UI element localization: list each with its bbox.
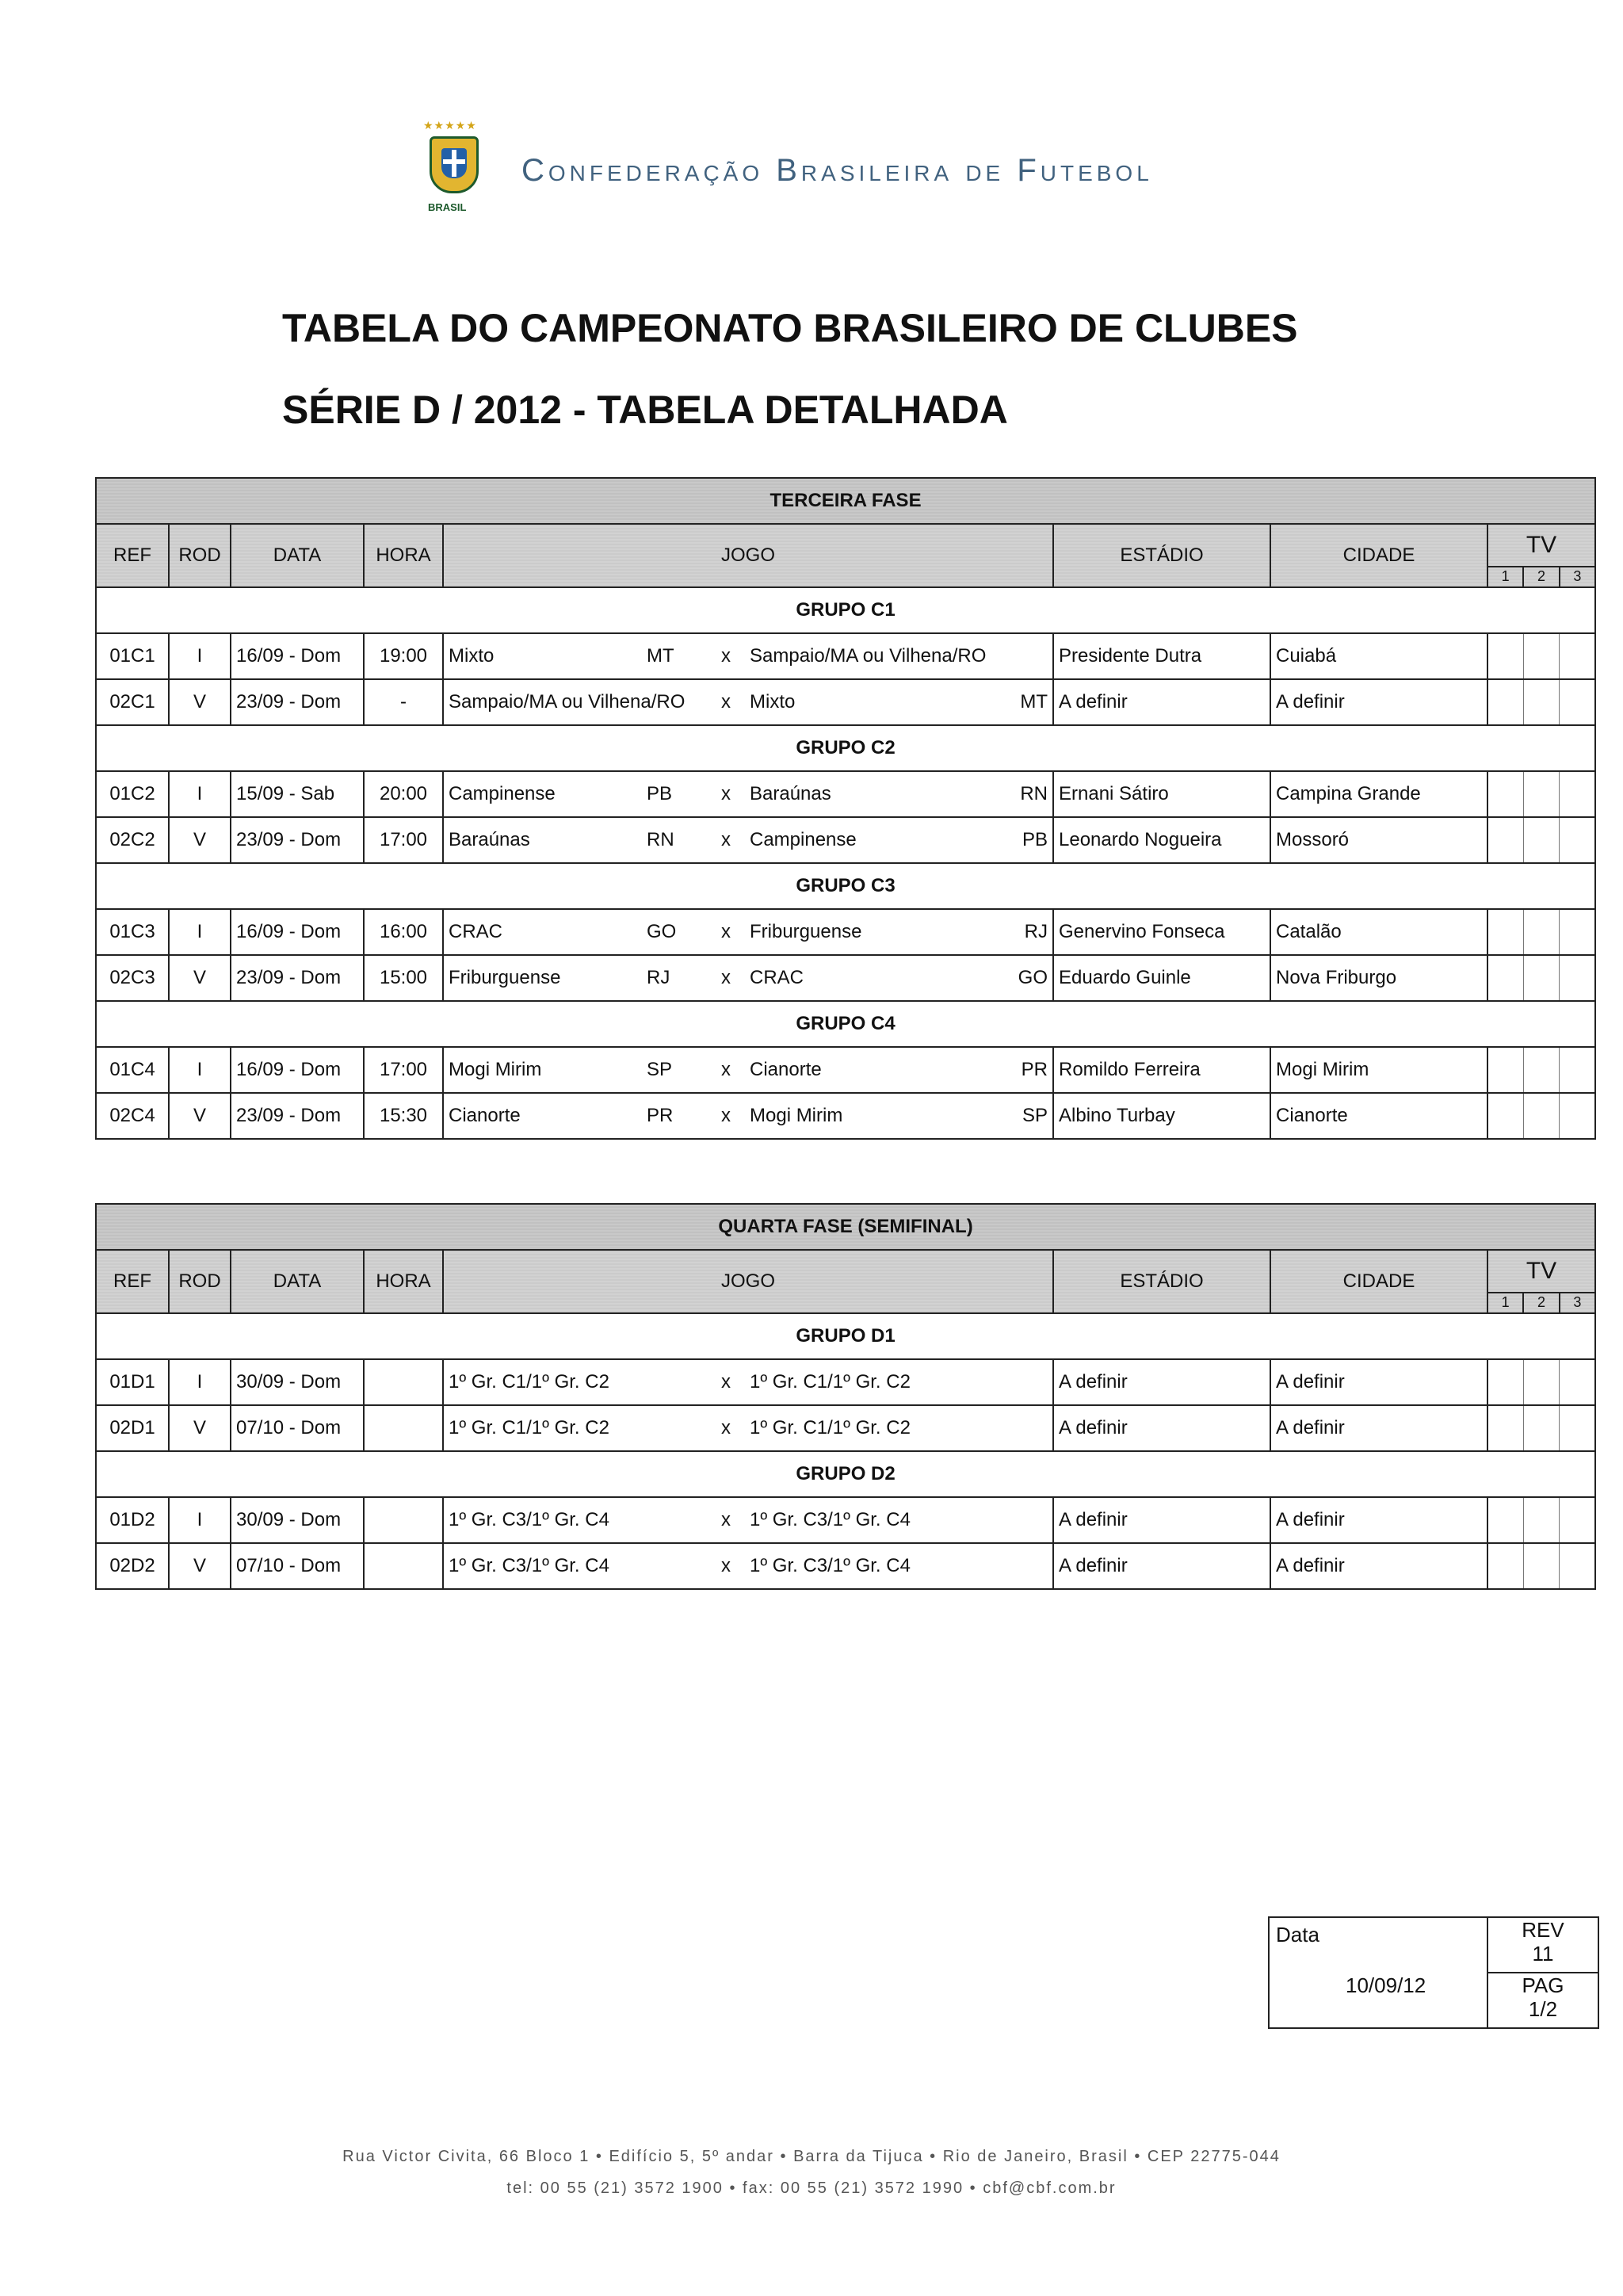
- versus-mark: x: [721, 1555, 731, 1576]
- match-ref: 01C4: [96, 1047, 169, 1093]
- match-date: 07/10 - Dom: [231, 1543, 364, 1589]
- match-round: I: [169, 1497, 231, 1543]
- group-name: GRUPO D2: [96, 1451, 1595, 1497]
- col-jogo-header: JOGO: [443, 1250, 1053, 1313]
- tv-box: [1560, 772, 1594, 816]
- match-stadium: Presidente Dutra: [1053, 633, 1270, 679]
- org-name: Confederação Brasileira de Futebol: [521, 152, 1153, 188]
- home-team: Baraúnas: [449, 829, 530, 850]
- tv-box: [1488, 910, 1524, 954]
- doc-subtitle: SÉRIE D / 2012 - TABELA DETALHADA: [282, 388, 1008, 432]
- pag-value: 1/2: [1528, 1997, 1558, 2021]
- tv-box: [1524, 956, 1560, 1000]
- col-ref-header: REF: [96, 1250, 169, 1313]
- rev-value: 11: [1532, 1942, 1554, 1966]
- col-cidade-header: CIDADE: [1270, 524, 1487, 587]
- home-team: Mogi Mirim: [449, 1059, 542, 1080]
- home-state: RN: [647, 829, 674, 850]
- match-stadium: Leonardo Nogueira: [1053, 817, 1270, 863]
- col-tv-header: [1487, 1250, 1595, 1313]
- cbf-crest-logo: [412, 119, 491, 222]
- footer-address: Rua Victor Civita, 66 Bloco 1 • Edifício 5, 5º andar • Barra da Tijuca • Rio de Janeiro, Brasil • CEP 22775-044: [342, 2148, 1281, 2165]
- home-state: PB: [647, 783, 673, 804]
- tv-box: [1560, 1094, 1594, 1138]
- match-row: [96, 909, 1595, 955]
- tv-box: [1524, 910, 1560, 954]
- tv-box: [1560, 1048, 1594, 1092]
- match-round: I: [169, 633, 231, 679]
- match-tv-boxes: [1487, 771, 1595, 817]
- home-state: RJ: [647, 967, 670, 988]
- match-city: A definir: [1270, 1497, 1487, 1543]
- match-date: 23/09 - Dom: [231, 955, 364, 1001]
- match-ref: 01C1: [96, 633, 169, 679]
- match-time: [364, 1543, 443, 1589]
- col-estadio-header: ESTÁDIO: [1053, 1250, 1270, 1313]
- tv-box: [1524, 1498, 1560, 1542]
- match-city: Catalão: [1270, 909, 1487, 955]
- match-stadium: Eduardo Guinle: [1053, 955, 1270, 1001]
- match-date: 30/09 - Dom: [231, 1497, 364, 1543]
- tv-box: [1488, 1498, 1524, 1542]
- col-cidade-header: CIDADE: [1270, 1250, 1487, 1313]
- match-stadium: A definir: [1053, 679, 1270, 725]
- away-state: RN: [1020, 783, 1048, 804]
- tv-box: [1524, 818, 1560, 862]
- away-state: SP: [1022, 1105, 1048, 1126]
- tv-box: [1488, 818, 1524, 862]
- col-data-header: DATA: [231, 1250, 364, 1313]
- col-rod-header: ROD: [169, 1250, 231, 1313]
- tv-box: [1524, 680, 1560, 724]
- tv-box: [1524, 772, 1560, 816]
- group-row: [96, 863, 1595, 909]
- col-tv-header: [1487, 524, 1595, 587]
- match-ref: 02D2: [96, 1543, 169, 1589]
- date-value: 10/09/12: [1346, 1973, 1426, 1997]
- match-game: [443, 1047, 1053, 1093]
- match-city: A definir: [1270, 679, 1487, 725]
- match-round: V: [169, 679, 231, 725]
- group-name: GRUPO D1: [96, 1313, 1595, 1359]
- tv-label: TV: [1526, 532, 1557, 558]
- versus-mark: x: [721, 1417, 731, 1438]
- away-state: GO: [1018, 967, 1048, 988]
- match-time: -: [364, 679, 443, 725]
- tv-box: [1560, 910, 1594, 954]
- match-date: 16/09 - Dom: [231, 1047, 364, 1093]
- tv-box: [1488, 1406, 1524, 1450]
- phase-title: TERCEIRA FASE: [96, 478, 1595, 524]
- col-data-header: DATA: [231, 524, 364, 587]
- match-game: [443, 1405, 1053, 1451]
- tv-box: [1488, 956, 1524, 1000]
- crest-shield-icon: [430, 136, 479, 193]
- tv-channel-number: 1: [1488, 1293, 1524, 1312]
- away-team: Sampaio/MA ou Vilhena/RO: [750, 645, 987, 667]
- match-time: 19:00: [364, 633, 443, 679]
- pag-label: PAG: [1522, 1973, 1564, 1997]
- home-team: 1º Gr. C1/1º Gr. C2: [449, 1417, 609, 1438]
- match-row: [96, 1047, 1595, 1093]
- away-team: Mogi Mirim: [750, 1105, 843, 1126]
- away-team: Friburguense: [750, 921, 862, 942]
- match-game: [443, 633, 1053, 679]
- schedule-table-phase-4: [95, 1203, 1596, 1590]
- tv-box: [1560, 634, 1594, 678]
- match-tv-boxes: [1487, 679, 1595, 725]
- match-round: V: [169, 1405, 231, 1451]
- match-game: [443, 955, 1053, 1001]
- group-name: GRUPO C3: [96, 863, 1595, 909]
- away-team: 1º Gr. C1/1º Gr. C2: [750, 1417, 911, 1438]
- match-row: [96, 771, 1595, 817]
- match-round: I: [169, 909, 231, 955]
- match-date: 07/10 - Dom: [231, 1405, 364, 1451]
- match-city: Cuiabá: [1270, 633, 1487, 679]
- match-date: 23/09 - Dom: [231, 679, 364, 725]
- match-date: 23/09 - Dom: [231, 817, 364, 863]
- match-row: [96, 817, 1595, 863]
- tv-box: [1524, 1360, 1560, 1404]
- date-label: Data: [1276, 1923, 1319, 1946]
- home-team: Mixto: [449, 645, 495, 667]
- match-stadium: Ernani Sátiro: [1053, 771, 1270, 817]
- match-stadium: A definir: [1053, 1497, 1270, 1543]
- home-team: CRAC: [449, 921, 503, 942]
- group-row: [96, 1451, 1595, 1497]
- match-tv-boxes: [1487, 1497, 1595, 1543]
- footer-contact: tel: 00 55 (21) 3572 1900 • fax: 00 55 (21) 3572 1990 • cbf@cbf.com.br: [506, 2179, 1117, 2197]
- tv-box: [1560, 1406, 1594, 1450]
- tv-box: [1524, 1048, 1560, 1092]
- versus-mark: x: [721, 691, 731, 712]
- schedule-table-phase-3: [95, 477, 1596, 1140]
- tv-box: [1488, 680, 1524, 724]
- match-tv-boxes: [1487, 1405, 1595, 1451]
- match-round: V: [169, 817, 231, 863]
- match-game: [443, 817, 1053, 863]
- home-team: Campinense: [449, 783, 556, 804]
- away-team: 1º Gr. C3/1º Gr. C4: [750, 1509, 911, 1530]
- revision-box: [1268, 1916, 1599, 2029]
- match-city: Cianorte: [1270, 1093, 1487, 1139]
- match-city: Campina Grande: [1270, 771, 1487, 817]
- tv-label: TV: [1526, 1258, 1557, 1284]
- tv-box: [1488, 1048, 1524, 1092]
- tv-box: [1488, 1360, 1524, 1404]
- match-time: [364, 1359, 443, 1405]
- match-time: [364, 1497, 443, 1543]
- tv-channel-number: 3: [1573, 568, 1582, 584]
- group-row: [96, 587, 1595, 633]
- match-game: [443, 909, 1053, 955]
- versus-mark: x: [721, 921, 731, 942]
- tv-box: [1488, 1094, 1524, 1138]
- match-city: Nova Friburgo: [1270, 955, 1487, 1001]
- match-ref: 02C4: [96, 1093, 169, 1139]
- group-name: GRUPO C4: [96, 1001, 1595, 1047]
- match-ref: 02C3: [96, 955, 169, 1001]
- match-time: 20:00: [364, 771, 443, 817]
- match-city: A definir: [1270, 1543, 1487, 1589]
- home-state: MT: [647, 645, 674, 667]
- away-team: 1º Gr. C1/1º Gr. C2: [750, 1371, 911, 1392]
- match-tv-boxes: [1487, 1047, 1595, 1093]
- match-row: [96, 955, 1595, 1001]
- rev-label: REV: [1522, 1918, 1564, 1942]
- col-estadio-header: ESTÁDIO: [1053, 524, 1270, 587]
- group-row: [96, 1001, 1595, 1047]
- match-tv-boxes: [1487, 1359, 1595, 1405]
- away-team: 1º Gr. C3/1º Gr. C4: [750, 1555, 911, 1576]
- match-tv-boxes: [1487, 817, 1595, 863]
- tv-channel-number: 2: [1524, 1293, 1560, 1312]
- match-stadium: Genervino Fonseca: [1053, 909, 1270, 955]
- match-stadium: A definir: [1053, 1543, 1270, 1589]
- match-row: [96, 1543, 1595, 1589]
- match-time: [364, 1405, 443, 1451]
- match-stadium: A definir: [1053, 1359, 1270, 1405]
- match-date: 16/09 - Dom: [231, 633, 364, 679]
- doc-title: TABELA DO CAMPEONATO BRASILEIRO DE CLUBES: [282, 306, 1298, 350]
- crest-text: BRASIL: [428, 201, 467, 213]
- match-stadium: A definir: [1053, 1405, 1270, 1451]
- away-team: CRAC: [750, 967, 804, 988]
- group-row: [96, 725, 1595, 771]
- match-ref: 01D2: [96, 1497, 169, 1543]
- match-game: [443, 1543, 1053, 1589]
- away-team: Mixto: [750, 691, 796, 712]
- tv-box: [1560, 680, 1594, 724]
- home-state: SP: [647, 1059, 673, 1080]
- versus-mark: x: [721, 645, 731, 667]
- home-team: 1º Gr. C1/1º Gr. C2: [449, 1371, 609, 1392]
- match-row: [96, 1093, 1595, 1139]
- tv-box: [1524, 1406, 1560, 1450]
- match-round: V: [169, 1093, 231, 1139]
- away-state: PR: [1021, 1059, 1048, 1080]
- match-city: Mogi Mirim: [1270, 1047, 1487, 1093]
- col-hora-header: HORA: [364, 524, 443, 587]
- match-tv-boxes: [1487, 1543, 1595, 1589]
- versus-mark: x: [721, 1059, 731, 1080]
- away-state: RJ: [1024, 921, 1048, 942]
- match-row: [96, 1405, 1595, 1451]
- match-round: I: [169, 1047, 231, 1093]
- match-ref: 01C3: [96, 909, 169, 955]
- tv-box: [1560, 1544, 1594, 1588]
- tv-box: [1560, 818, 1594, 862]
- versus-mark: x: [721, 1105, 731, 1126]
- away-team: Cianorte: [750, 1059, 822, 1080]
- match-tv-boxes: [1487, 1093, 1595, 1139]
- match-round: I: [169, 771, 231, 817]
- match-ref: 02D1: [96, 1405, 169, 1451]
- versus-mark: x: [721, 967, 731, 988]
- tv-box: [1560, 1498, 1594, 1542]
- match-round: I: [169, 1359, 231, 1405]
- match-game: [443, 1497, 1053, 1543]
- match-tv-boxes: [1487, 909, 1595, 955]
- match-time: 15:00: [364, 955, 443, 1001]
- versus-mark: x: [721, 783, 731, 804]
- match-tv-boxes: [1487, 955, 1595, 1001]
- match-time: 17:00: [364, 1047, 443, 1093]
- tv-box: [1560, 1360, 1594, 1404]
- group-row: [96, 1313, 1595, 1359]
- tv-box: [1560, 956, 1594, 1000]
- tv-box: [1524, 1544, 1560, 1588]
- header: [412, 119, 1153, 222]
- match-date: 16/09 - Dom: [231, 909, 364, 955]
- match-row: [96, 633, 1595, 679]
- tv-channel-number: 1: [1488, 567, 1524, 586]
- match-time: 16:00: [364, 909, 443, 955]
- tv-box: [1524, 1094, 1560, 1138]
- tv-channel-number: 3: [1573, 1294, 1582, 1310]
- match-ref: 02C2: [96, 817, 169, 863]
- phase-title: QUARTA FASE (SEMIFINAL): [96, 1204, 1595, 1250]
- match-game: [443, 1093, 1053, 1139]
- match-city: A definir: [1270, 1405, 1487, 1451]
- phase-title-row: [96, 478, 1595, 524]
- tv-box: [1488, 634, 1524, 678]
- group-name: GRUPO C2: [96, 725, 1595, 771]
- tv-box: [1488, 1544, 1524, 1588]
- match-time: 17:00: [364, 817, 443, 863]
- away-team: Baraúnas: [750, 783, 831, 804]
- match-date: 15/09 - Sab: [231, 771, 364, 817]
- tv-channel-number: 2: [1524, 567, 1560, 586]
- group-name: GRUPO C1: [96, 587, 1595, 633]
- versus-mark: x: [721, 1371, 731, 1392]
- col-hora-header: HORA: [364, 1250, 443, 1313]
- match-row: [96, 679, 1595, 725]
- match-ref: 01D1: [96, 1359, 169, 1405]
- tv-box: [1524, 634, 1560, 678]
- match-game: [443, 771, 1053, 817]
- versus-mark: x: [721, 1509, 731, 1530]
- match-game: [443, 1359, 1053, 1405]
- match-row: [96, 1497, 1595, 1543]
- phase-title-row: [96, 1204, 1595, 1250]
- away-state: PB: [1022, 829, 1048, 850]
- match-row: [96, 1359, 1595, 1405]
- crest-stars-icon: ★★★★★: [423, 119, 477, 132]
- match-stadium: Albino Turbay: [1053, 1093, 1270, 1139]
- match-ref: 02C1: [96, 679, 169, 725]
- match-stadium: Romildo Ferreira: [1053, 1047, 1270, 1093]
- match-round: V: [169, 1543, 231, 1589]
- home-team: Sampaio/MA ou Vilhena/RO: [449, 691, 685, 712]
- match-game: [443, 679, 1053, 725]
- away-state: MT: [1020, 691, 1048, 712]
- home-team: 1º Gr. C3/1º Gr. C4: [449, 1509, 609, 1530]
- col-ref-header: REF: [96, 524, 169, 587]
- versus-mark: x: [721, 829, 731, 850]
- tv-box: [1488, 772, 1524, 816]
- home-state: GO: [647, 921, 677, 942]
- match-round: V: [169, 955, 231, 1001]
- match-ref: 01C2: [96, 771, 169, 817]
- col-rod-header: ROD: [169, 524, 231, 587]
- match-date: 30/09 - Dom: [231, 1359, 364, 1405]
- column-header-row: [96, 1250, 1595, 1313]
- match-date: 23/09 - Dom: [231, 1093, 364, 1139]
- match-time: 15:30: [364, 1093, 443, 1139]
- match-city: Mossoró: [1270, 817, 1487, 863]
- home-team: 1º Gr. C3/1º Gr. C4: [449, 1555, 609, 1576]
- match-tv-boxes: [1487, 633, 1595, 679]
- away-team: Campinense: [750, 829, 857, 850]
- home-team: Friburguense: [449, 967, 561, 988]
- match-city: A definir: [1270, 1359, 1487, 1405]
- home-team: Cianorte: [449, 1105, 521, 1126]
- col-jogo-header: JOGO: [443, 524, 1053, 587]
- column-header-row: [96, 524, 1595, 587]
- home-state: PR: [647, 1105, 674, 1126]
